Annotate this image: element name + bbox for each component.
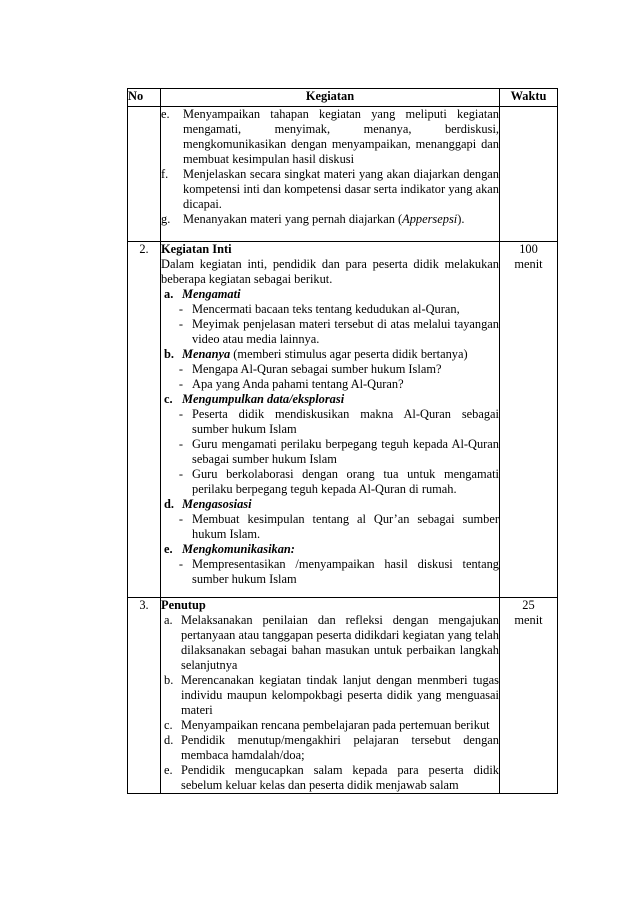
list-item bbox=[161, 763, 499, 793]
section-title: Penutup bbox=[161, 598, 206, 612]
list-item bbox=[161, 557, 499, 587]
item-label: g. bbox=[161, 212, 171, 226]
subsection-heading-text bbox=[182, 542, 295, 556]
item-label: c. bbox=[164, 718, 173, 732]
subsection-note: (memberi stimulus agar peserta didik bertanya) bbox=[230, 347, 468, 361]
section-title: Kegiatan Inti bbox=[161, 242, 232, 256]
list-item bbox=[161, 407, 499, 437]
item-text: Mengapa Al-Quran sebagai sumber hukum Islam? bbox=[192, 362, 442, 376]
inti-sections bbox=[161, 287, 499, 587]
list-item bbox=[161, 718, 499, 733]
time-value: 100 bbox=[519, 242, 538, 256]
activity-cell bbox=[161, 598, 500, 794]
item-text: Pendidik mengucapkan salam kepada para peserta didik sebelum keluar kelas dan peserta didik menjawab salam bbox=[181, 763, 499, 792]
list-item bbox=[161, 733, 499, 763]
dash-marker: - bbox=[178, 317, 184, 331]
item-text: Menjelaskan secara singkat materi yang akan diajarkan dengan kompetensi inti dan kompetensi dasar serta indikator yang akan dicapai. bbox=[183, 167, 499, 211]
list-item bbox=[161, 467, 499, 497]
list-item bbox=[161, 107, 499, 167]
table-row bbox=[128, 598, 558, 794]
closing-items bbox=[161, 613, 499, 793]
subsection-heading-italic: Mengumpulkan data/eksplorasi bbox=[182, 392, 345, 406]
item-text: Melaksanakan penilaian dan refleksi dengan mengajukan pertanyaan atau tanggapan peserta didikdari kegiatan yang telah dilaksanakan sebagai bahan masukan untuk perbaikan langkah selanjutnya bbox=[181, 613, 499, 672]
subsection-heading-italic: Menanya bbox=[182, 347, 231, 361]
subsection-heading bbox=[161, 287, 499, 302]
subsection-label: a. bbox=[164, 287, 174, 301]
item-label: a. bbox=[164, 613, 173, 627]
item-text: Menyampaikan rencana pembelajaran pada pertemuan berikut bbox=[181, 718, 490, 732]
list-item bbox=[161, 362, 499, 377]
item-text: Peserta didik mendiskusikan makna Al-Quran sebagai sumber hukum Islam bbox=[192, 407, 499, 436]
subsection-label: d. bbox=[164, 497, 174, 511]
subsection-label: b. bbox=[164, 347, 174, 361]
item-label: e. bbox=[164, 763, 173, 777]
activity-cell bbox=[161, 107, 500, 242]
subsection-heading-italic: Mengkomunikasikan: bbox=[182, 542, 295, 556]
item-text: Guru berkolaborasi dengan orang tua untuk mengamati perilaku berpegang teguh kepada Al-Quran di rumah. bbox=[192, 467, 499, 496]
dash-marker: - bbox=[178, 302, 184, 316]
dash-marker: - bbox=[178, 362, 184, 376]
subsection-heading bbox=[161, 392, 499, 407]
subsection-heading-italic: Mengamati bbox=[182, 287, 241, 301]
dash-marker: - bbox=[178, 407, 184, 421]
table-row bbox=[128, 242, 558, 598]
subsection-heading-text bbox=[182, 347, 230, 361]
time-unit: menit bbox=[514, 257, 543, 271]
item-text: Menyampaikan tahapan kegiatan yang meliputi kegiatan mengamati, menyimak, menanya, berdiskusi, mengkomunikasikan dengan menyampaikan, menanggapi dan membuat kesimpulan hasil diskusi bbox=[183, 107, 499, 166]
list-item bbox=[161, 302, 499, 317]
list-item bbox=[161, 512, 499, 542]
item-text: Membuat kesimpulan tentang al Qur’an sebagai sumber hukum Islam. bbox=[192, 512, 499, 541]
time-unit: menit bbox=[514, 613, 543, 627]
header-time: Waktu bbox=[500, 89, 558, 107]
list-item bbox=[161, 437, 499, 467]
subsection-label: c. bbox=[164, 392, 173, 406]
list-item bbox=[161, 167, 499, 212]
item-label: b. bbox=[164, 673, 174, 687]
item-text-part: ). bbox=[457, 212, 465, 226]
list-item bbox=[161, 212, 499, 227]
item-text: Mencermati bacaan teks tentang kedudukan al-Quran, bbox=[192, 302, 460, 316]
subsection-heading-text bbox=[182, 497, 252, 511]
lesson-activities-table bbox=[127, 88, 558, 794]
item-text bbox=[183, 212, 499, 227]
subsection-heading bbox=[161, 542, 499, 557]
activity-cell bbox=[161, 242, 500, 598]
item-label: e. bbox=[161, 107, 170, 121]
item-text: Mempresentasikan /menyampaikan hasil diskusi tentang sumber hukum Islam bbox=[192, 557, 499, 586]
item-label: f. bbox=[161, 167, 169, 181]
header-no: No bbox=[128, 89, 161, 107]
item-text-italic: Appersepsi bbox=[402, 212, 458, 226]
list-item bbox=[161, 317, 499, 347]
time-cell bbox=[500, 598, 558, 794]
subsection-heading bbox=[161, 497, 499, 512]
subsection-heading-text bbox=[182, 392, 344, 406]
subsection-title bbox=[182, 392, 344, 407]
item-text: Apa yang Anda pahami tentang Al-Quran? bbox=[192, 377, 404, 391]
list-item bbox=[161, 377, 499, 392]
subsection-heading-italic: Mengasosiasi bbox=[182, 497, 252, 511]
list-item bbox=[161, 613, 499, 673]
dash-marker: - bbox=[178, 557, 184, 571]
item-text-part: Menanyakan materi yang pernah diajarkan ( bbox=[183, 212, 403, 226]
item-label: d. bbox=[164, 733, 174, 747]
time-cell bbox=[500, 242, 558, 598]
row-number: 2. bbox=[128, 242, 161, 598]
subsection-title bbox=[182, 542, 295, 557]
row-number: 3. bbox=[128, 598, 161, 794]
subsection-heading-text bbox=[182, 287, 241, 301]
subsection-heading bbox=[161, 347, 499, 362]
time-cell bbox=[500, 107, 558, 242]
dash-marker: - bbox=[178, 512, 184, 526]
row-number-cell bbox=[128, 107, 161, 242]
dash-marker: - bbox=[178, 377, 184, 391]
item-text: Meyimak penjelasan materi tersebut di atas melalui tayangan video atau media lainnya. bbox=[192, 317, 499, 346]
item-text: Guru mengamati perilaku berpegang teguh kepada Al-Quran sebagai sumber hukum Islam bbox=[192, 437, 499, 466]
item-text: Merencanakan kegiatan tindak lanjut dengan menmberi tugas individu maupun kelompokbagi peserta didik yang menguasai materi bbox=[181, 673, 499, 717]
header-activity: Kegiatan bbox=[161, 89, 500, 107]
time-value: 25 bbox=[522, 598, 535, 612]
table-header-row bbox=[128, 89, 558, 107]
subsection-title bbox=[182, 347, 468, 362]
dash-marker: - bbox=[178, 437, 184, 451]
subsection-title bbox=[182, 287, 241, 302]
item-text: Pendidik menutup/mengakhiri pelajaran tersebut dengan membaca hamdalah/doa; bbox=[181, 733, 499, 762]
list-item bbox=[161, 673, 499, 718]
subsection-title bbox=[182, 497, 252, 512]
table-row bbox=[128, 107, 558, 242]
dash-marker: - bbox=[178, 467, 184, 481]
section-intro: Dalam kegiatan inti, pendidik dan para peserta didik melakukan beberapa kegiatan sebagai berikut. bbox=[161, 257, 499, 286]
subsection-label: e. bbox=[164, 542, 173, 556]
